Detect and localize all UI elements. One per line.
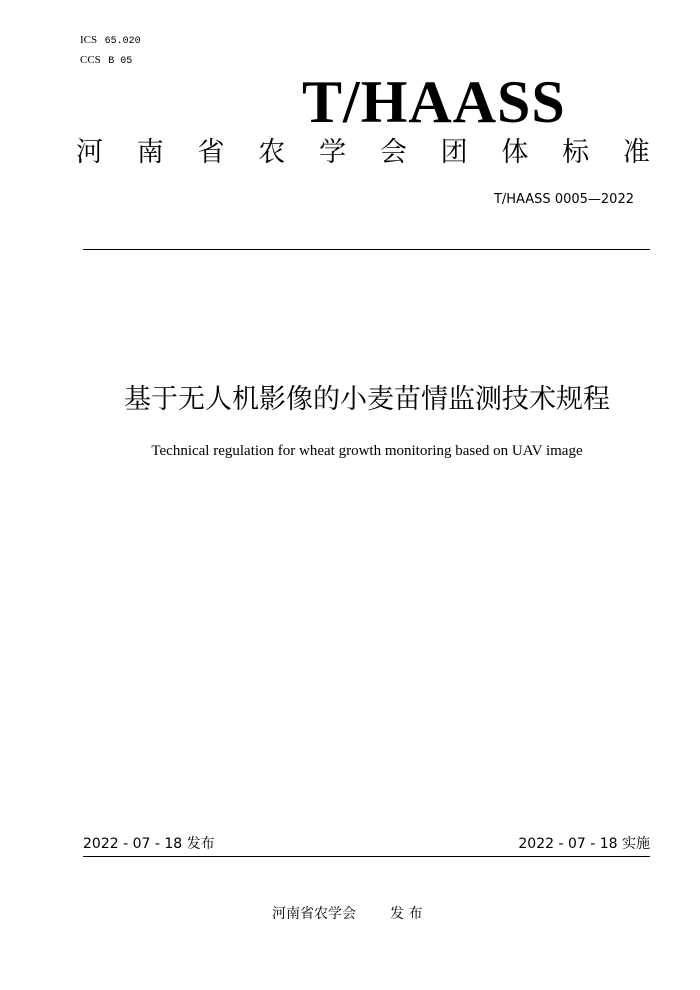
- org-title-char: 学: [319, 137, 347, 168]
- brand-logo: T/HAASS: [302, 69, 566, 135]
- org-title-char: 体: [501, 137, 529, 168]
- publisher-line: [272, 905, 422, 923]
- org-standard-title: [76, 136, 650, 170]
- bottom-divider: [83, 856, 650, 857]
- ccs-label: CCS: [80, 54, 101, 66]
- document-title-en: Technical regulation for wheat growth monitoring based on UAV image: [151, 443, 583, 459]
- standard-number: T/HAASS 0005—2022: [493, 192, 634, 207]
- org-title-char: 标: [562, 137, 590, 168]
- org-title-char: 河: [76, 137, 103, 168]
- ics-label: ICS: [80, 34, 98, 46]
- ccs-row: [80, 53, 132, 68]
- issue-date: 2022 - 07 - 18 发布: [83, 836, 215, 852]
- ccs-code: B 05: [108, 56, 133, 67]
- document-title-cn: 基于无人机影像的小麦苗情监测技术规程: [124, 384, 610, 415]
- publisher-org: 河南省农学会: [272, 906, 356, 922]
- publisher-action: 发 布: [390, 906, 423, 922]
- org-title-char: 团: [440, 137, 468, 168]
- top-divider: [83, 249, 650, 250]
- ics-row: [80, 33, 141, 48]
- org-title-char: 会: [379, 137, 407, 168]
- org-title-char: 农: [258, 137, 286, 168]
- implement-date: 2022 - 07 - 18 实施: [518, 836, 650, 852]
- org-title-char: 准: [622, 137, 650, 168]
- org-title-char: 省: [197, 137, 225, 168]
- org-title-char: 南: [136, 137, 164, 168]
- ics-code: 65.020: [104, 36, 141, 47]
